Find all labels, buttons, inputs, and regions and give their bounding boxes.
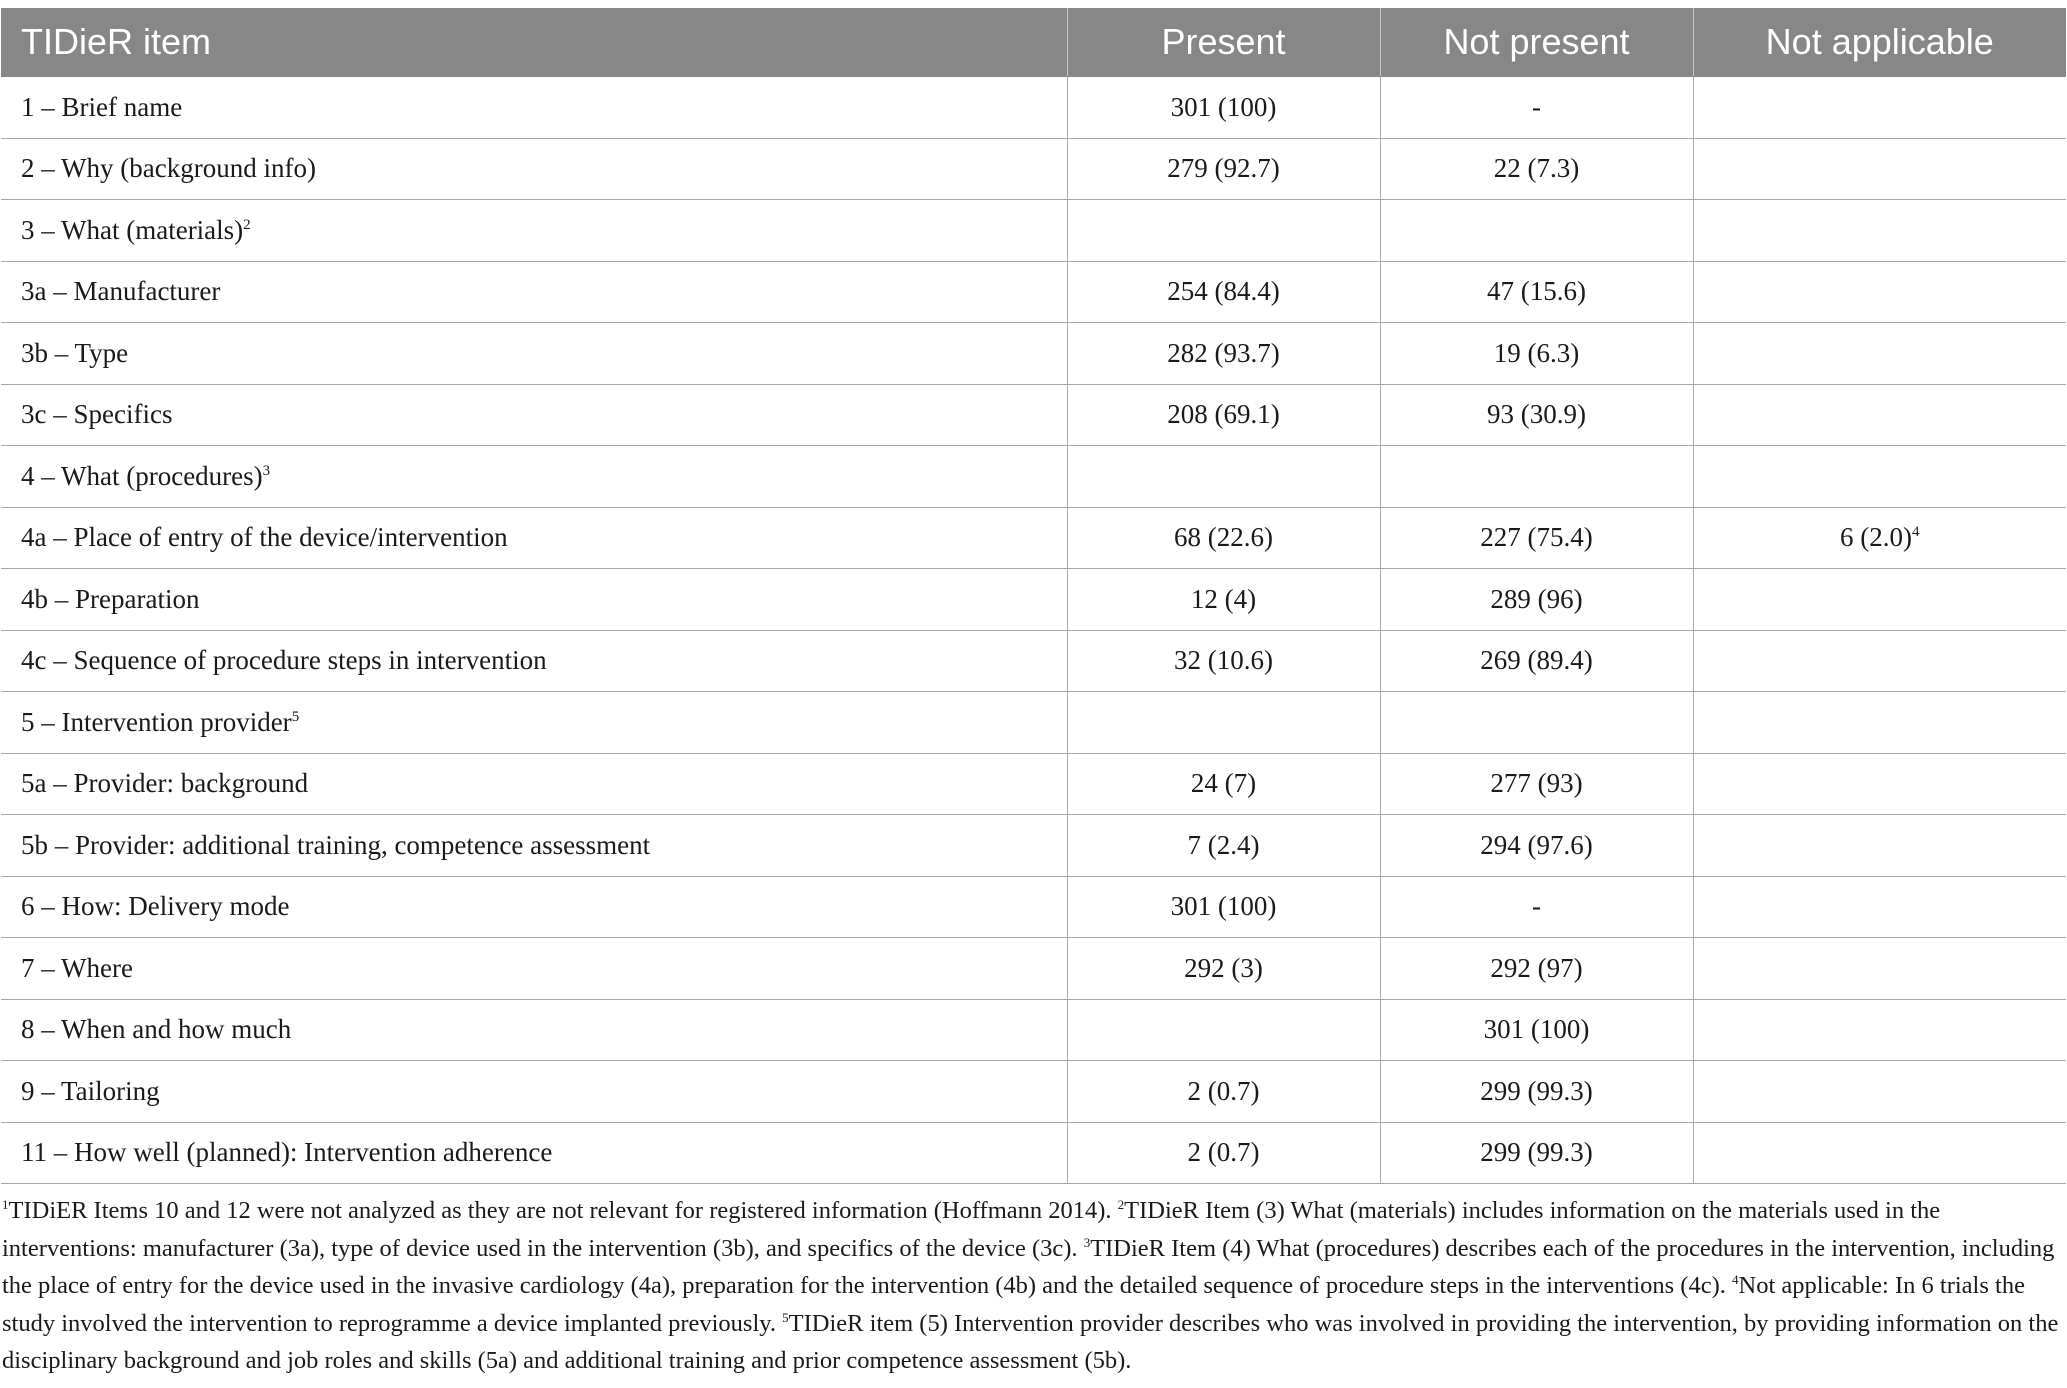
cell-tidier-item [1,630,1067,692]
item-label: 9 – Tailoring [21,1075,160,1106]
cell-not-applicable [1693,138,2066,200]
cell-present-value: 7 (2.4) [1187,829,1260,860]
cell-present [1067,138,1380,200]
cell-tidier-item [1,938,1067,1000]
cell-tidier-item [1,1061,1067,1123]
cell-tidier-item [1,815,1067,877]
cell-not-present [1380,507,1693,569]
cell-not-present-value: 47 (15.6) [1487,276,1586,307]
item-label: 1 – Brief name [21,91,183,122]
cell-present [1067,630,1380,692]
item-label: 4a – Place of entry of the device/intervention [21,522,508,553]
cell-not-present [1380,200,1693,262]
cell-not-present [1380,815,1693,877]
cell-present-value: 24 (7) [1190,768,1257,799]
table-row [1,999,2066,1061]
table-row [1,200,2066,262]
cell-present-value: 32 (10.6) [1174,645,1273,676]
cell-present-value: 208 (69.1) [1167,399,1280,430]
cell-tidier-item [1,200,1067,262]
cell-not-present [1380,1122,1693,1184]
cell-not-present-value: - [1532,91,1541,122]
header-not-present: Not present [1380,8,1693,77]
cell-present-value: 301 (100) [1170,91,1277,122]
footnote-number: 3 [1083,1234,1091,1250]
cell-not-applicable [1693,1122,2066,1184]
cell-present [1067,999,1380,1061]
table-row [1,569,2066,631]
footnote-marker: 3 [262,462,271,479]
item-label: 2 – Why (background info) [21,153,316,184]
cell-present [1067,1061,1380,1123]
cell-not-present [1380,999,1693,1061]
cell-not-present-value: 294 (97.6) [1480,829,1593,860]
footnote-marker: 4 [1911,524,1920,541]
cell-present-value: 2 (0.7) [1187,1137,1260,1168]
cell-tidier-item [1,569,1067,631]
cell-not-applicable [1693,77,2066,139]
table-row [1,876,2066,938]
item-label: 11 – How well (planned): Intervention adherence [21,1137,553,1168]
table-row [1,938,2066,1000]
item-label: 6 – How: Delivery mode [21,891,290,922]
cell-not-applicable [1693,384,2066,446]
item-label: 3c – Specifics [21,399,173,430]
cell-not-present [1380,569,1693,631]
cell-not-present [1380,1061,1693,1123]
cell-not-applicable [1693,815,2066,877]
tidier-table-container [1,8,2066,1184]
table-row [1,323,2066,385]
cell-present [1067,815,1380,877]
item-label: 3b – Type [21,337,129,368]
table-footnotes [2,1192,2062,1380]
cell-present [1067,77,1380,139]
cell-not-present [1380,876,1693,938]
cell-not-present-value: 301 (100) [1483,1014,1590,1045]
item-label: 5 – Intervention provider [21,706,292,737]
cell-not-applicable [1693,1061,2066,1123]
footnote-text: TIDiER Items 10 and 12 were not analyzed as they are not relevant for registered information (Hoffmann 2014). [8,1197,1118,1224]
cell-not-applicable [1693,507,2066,569]
table-row [1,1122,2066,1184]
cell-not-present [1380,384,1693,446]
cell-not-present [1380,323,1693,385]
cell-present-value: 68 (22.6) [1174,522,1273,553]
cell-present [1067,753,1380,815]
header-tidier-item: TIDieR item [1,8,1067,77]
cell-present-value: 254 (84.4) [1167,276,1280,307]
cell-tidier-item [1,692,1067,754]
header-not-applicable: Not applicable [1693,8,2066,77]
table-row [1,630,2066,692]
cell-present [1067,569,1380,631]
footnote-number: 1 [2,1196,9,1212]
item-label: 4c – Sequence of procedure steps in intervention [21,645,547,676]
cell-tidier-item [1,876,1067,938]
footnote-text: TIDieR Item (4) What (procedures) describes each of the procedures in the intervention, including the place of entry for the device used in the invasive cardiology (4a), preparation for the intervention (4b) and the detailed sequence of procedure steps in the interventions (4c). [2,1234,2055,1299]
cell-tidier-item [1,753,1067,815]
cell-present-value: 292 (3) [1184,952,1263,983]
table-row [1,815,2066,877]
item-label: 4b – Preparation [21,583,200,614]
cell-not-applicable [1693,323,2066,385]
cell-present-value: 301 (100) [1170,891,1277,922]
cell-tidier-item [1,261,1067,323]
cell-present [1067,261,1380,323]
cell-tidier-item [1,507,1067,569]
cell-not-present [1380,692,1693,754]
cell-present-value: 12 (4) [1190,583,1257,614]
cell-present [1067,876,1380,938]
cell-present-value: 279 (92.7) [1167,153,1280,184]
cell-not-applicable [1693,876,2066,938]
footnote-text: TIDieR Item (3) What (materials) includes information on the materials used in the interventions: manufacturer (3a), type of device used in the intervention (3b), and specifics of the device (3c). [2,1197,1941,1262]
cell-present-value: 2 (0.7) [1187,1075,1260,1106]
cell-not-present-value: 22 (7.3) [1493,153,1580,184]
cell-present [1067,507,1380,569]
item-label: 3a – Manufacturer [21,276,221,307]
cell-tidier-item [1,323,1067,385]
cell-tidier-item [1,77,1067,139]
cell-not-present-value: 269 (89.4) [1480,645,1593,676]
table-row [1,1061,2066,1123]
table-row [1,507,2066,569]
cell-tidier-item [1,384,1067,446]
cell-present [1067,692,1380,754]
table-row [1,753,2066,815]
item-label: 3 – What (materials) [21,214,244,245]
cell-not-present-value: 299 (99.3) [1480,1075,1593,1106]
cell-not-applicable [1693,753,2066,815]
cell-not-present-value: 93 (30.9) [1487,399,1586,430]
item-label: 8 – When and how much [21,1014,292,1045]
cell-tidier-item [1,138,1067,200]
footnote-text: TIDieR item (5) Intervention provider describes who was involved in providing the intervention, by providing information on the disciplinary background and job roles and skills (5a) and additional training and prior competence assessment (5b). [2,1309,2059,1374]
header-present: Present [1067,8,1380,77]
cell-not-applicable [1693,569,2066,631]
table-row [1,692,2066,754]
cell-present [1067,938,1380,1000]
footnote-number: 5 [782,1309,789,1325]
footnote-marker: 5 [291,708,300,725]
cell-present [1067,384,1380,446]
cell-not-present [1380,138,1693,200]
table-body [1,77,2066,1184]
cell-not-present [1380,261,1693,323]
cell-present [1067,200,1380,262]
cell-not-applicable [1693,999,2066,1061]
cell-not-present-value: 19 (6.3) [1493,337,1580,368]
cell-not-applicable [1693,938,2066,1000]
cell-not-applicable [1693,692,2066,754]
table-row [1,77,2066,139]
table-row [1,138,2066,200]
cell-not-applicable-value: 6 (2.0) [1840,522,1912,553]
cell-present [1067,1122,1380,1184]
tidier-table [1,8,2066,1184]
cell-present-value: 282 (93.7) [1167,337,1280,368]
cell-not-present-value: - [1532,891,1541,922]
item-label: 5b – Provider: additional training, competence assessment [21,829,651,860]
cell-not-present [1380,77,1693,139]
cell-tidier-item [1,446,1067,508]
cell-present [1067,446,1380,508]
header-row [1,8,2066,77]
item-label: 7 – Where [21,952,133,983]
cell-tidier-item [1,1122,1067,1184]
cell-not-present-value: 299 (99.3) [1480,1137,1593,1168]
item-label: 5a – Provider: background [21,768,309,799]
table-row [1,384,2066,446]
table-header [1,8,2066,77]
cell-not-applicable [1693,261,2066,323]
footnote-text: Not applicable: In 6 trials the study involved the intervention to reprogramme a device implanted previously. [2,1272,2025,1337]
cell-not-present [1380,446,1693,508]
cell-not-present-value: 277 (93) [1490,768,1583,799]
cell-not-present-value: 227 (75.4) [1480,522,1593,553]
cell-tidier-item [1,999,1067,1061]
footnote-number: 2 [1117,1196,1125,1212]
table-row [1,261,2066,323]
cell-not-present-value: 289 (96) [1490,583,1583,614]
table-row [1,446,2066,508]
cell-not-applicable [1693,200,2066,262]
cell-present [1067,323,1380,385]
cell-not-present [1380,753,1693,815]
cell-not-present-value: 292 (97) [1490,952,1583,983]
cell-not-applicable [1693,630,2066,692]
cell-not-applicable [1693,446,2066,508]
footnote-number: 4 [1732,1271,1739,1287]
cell-not-present [1380,938,1693,1000]
footnote-marker: 2 [243,216,251,233]
item-label: 4 – What (procedures) [21,460,263,491]
cell-not-present [1380,630,1693,692]
